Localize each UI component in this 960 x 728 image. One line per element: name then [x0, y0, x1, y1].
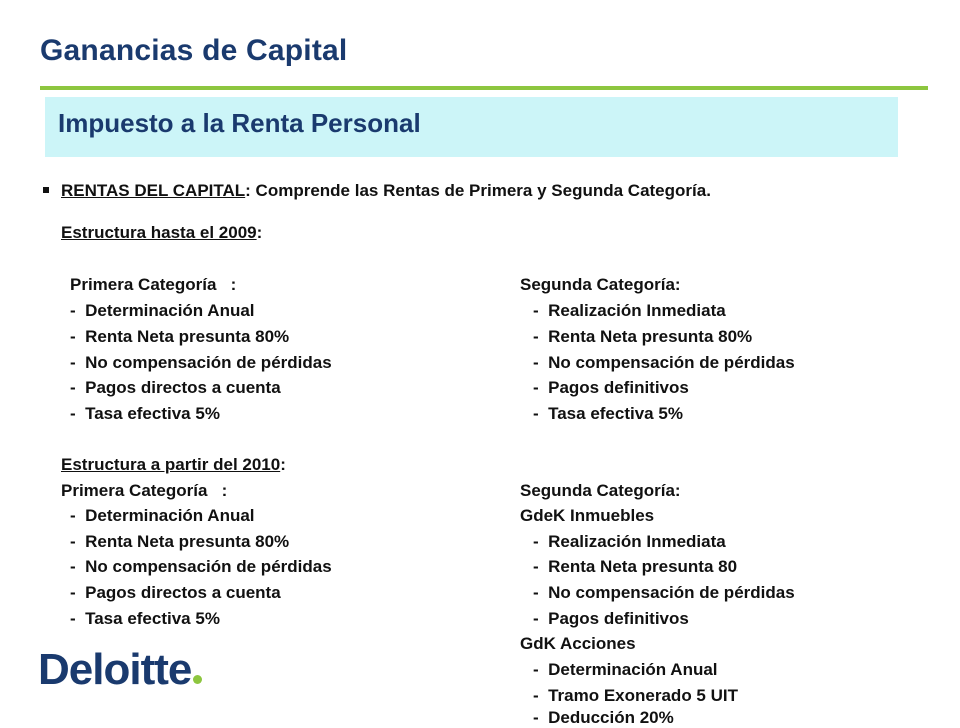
- section-2010-right-item: - Pagos definitivos: [533, 609, 689, 628]
- section-2010-left-item: - Pagos directos a cuenta: [70, 583, 281, 602]
- section-2009-right-item: - Renta Neta presunta 80%: [533, 327, 753, 346]
- section-2010-left-title: Primera Categoría :: [61, 481, 228, 500]
- section-2010-right-group: GdeK Inmuebles: [520, 506, 655, 525]
- deloitte-logo: [38, 645, 202, 695]
- section-2010-heading: [61, 455, 286, 475]
- section-2010-right-item: - Tramo Exonerado 5 UIT: [533, 686, 738, 705]
- section-2010-right-title: Segunda Categoría:: [520, 481, 681, 500]
- section-2009-left-item: - Determinación Anual: [70, 301, 255, 320]
- section-2010-left-item: - Tasa efectiva 5%: [70, 609, 220, 628]
- section-2010-right-item: - Determinación Anual: [533, 660, 718, 679]
- subtitle-banner: [45, 97, 898, 157]
- section-2010-right-item: - Renta Neta presunta 80: [533, 557, 738, 576]
- section-2010-right-item: - No compensación de pérdidas: [533, 583, 795, 602]
- section-2009-left-title: Primera Categoría :: [70, 275, 237, 294]
- section-2010-heading-colon: :: [280, 455, 286, 474]
- section-2009-left-item: - No compensación de pérdidas: [70, 353, 332, 372]
- section-2009-left-item: - Renta Neta presunta 80%: [70, 327, 290, 346]
- section-2009-right-item: - No compensación de pérdidas: [533, 353, 795, 372]
- section-2010-left-item: - Determinación Anual: [70, 506, 255, 525]
- bullet-line: [61, 181, 711, 201]
- section-2009-right-item: - Realización Inmediata: [533, 301, 726, 320]
- section-2009-heading-text: Estructura hasta el 2009: [61, 223, 257, 242]
- section-2010-right-group: GdK Acciones: [520, 634, 636, 653]
- section-2009-left-item: - Pagos directos a cuenta: [70, 378, 281, 397]
- section-2009-right-title: Segunda Categoría:: [520, 275, 681, 294]
- subtitle: Impuesto a la Renta Personal: [58, 108, 421, 138]
- section-2009-heading: [61, 223, 262, 243]
- section-2009-heading-colon: :: [256, 223, 263, 242]
- section-2009-right-item: - Pagos definitivos: [533, 378, 689, 397]
- section-2010-heading-text: Estructura a partir del 2010: [61, 455, 281, 474]
- bullet-label: RENTAS DEL CAPITAL: [61, 181, 246, 200]
- title-divider: [40, 86, 928, 90]
- bullet-text: : Comprende las Rentas de Primera y Segunda Categoría.: [245, 181, 711, 200]
- section-2010-left-item: - No compensación de pérdidas: [70, 557, 332, 576]
- section-2009-left-item: - Tasa efectiva 5%: [70, 404, 220, 423]
- logo-text: Deloitte: [38, 645, 192, 694]
- bullet-icon: [43, 187, 49, 193]
- page-title: Ganancias de Capital: [40, 34, 348, 67]
- section-2010-right-item: - Deducción 20%: [533, 708, 674, 727]
- section-2009-right-item: - Tasa efectiva 5%: [533, 404, 683, 423]
- section-2010-left-item: - Renta Neta presunta 80%: [70, 532, 290, 551]
- logo-dot-icon: [193, 675, 202, 684]
- section-2010-right-item: - Realización Inmediata: [533, 532, 726, 551]
